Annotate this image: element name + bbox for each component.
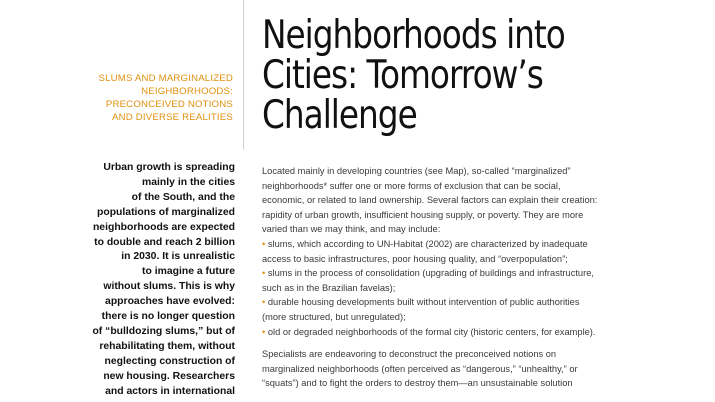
title-line-1: Neighborhoods into — [262, 13, 565, 58]
sidebar-summary — [85, 161, 235, 400]
body-paragraph-line: marginalized neighborhoods (often perceived as “dangerous,” “unhealthy,” or — [262, 363, 578, 374]
paragraph-gap — [262, 339, 702, 347]
bullet-icon: • — [262, 268, 266, 279]
bullet-item-continued: (more structured, but unregulated); — [262, 311, 406, 322]
article-title — [262, 0, 702, 136]
sidebar-line: approaches have evolved: — [105, 296, 235, 308]
sidebar-line: populations of marginalized — [97, 206, 235, 218]
bullet-item-continued: such as in the Brazilian favelas); — [262, 282, 396, 293]
bullet-item — [262, 295, 702, 310]
bullet-text: slums, which according to UN-Habitat (2002) are characterized by inadequate — [267, 238, 588, 249]
section-label-line: SLUMS AND MARGINALIZED — [98, 73, 233, 84]
column-divider — [243, 0, 244, 150]
section-label-line: PRECONCEIVED NOTIONS — [105, 99, 233, 110]
section-label-line: NEIGHBORHOODS: — [141, 86, 233, 97]
section-label-line: AND DIVERSE REALITIES — [112, 112, 233, 123]
bullet-icon: • — [262, 326, 266, 337]
body-paragraph-line: varied than we may think, and may include: — [262, 224, 441, 235]
body-paragraph-line: Located mainly in developing countries (see Map), so-called “marginalized” — [262, 166, 571, 176]
section-label — [95, 72, 233, 124]
sidebar-line: Urban growth is spreading — [103, 162, 235, 173]
sidebar-line: mainly in the cities — [142, 176, 235, 188]
sidebar-line: there is no longer question — [101, 311, 235, 323]
sidebar-line: of the South, and the — [131, 191, 235, 203]
bullet-item — [262, 237, 702, 252]
sidebar-line: of “bulldozing slums,” but of — [92, 325, 235, 337]
sidebar-line: neighborhoods are expected — [92, 221, 235, 233]
bullet-item — [262, 266, 702, 281]
body-text — [262, 164, 702, 391]
body-paragraph-line: economic, or related to land ownership. Several factors can explain their creation: — [262, 195, 598, 206]
sidebar-line: rehabilitating them, without — [99, 340, 235, 352]
bullet-item — [262, 325, 702, 340]
sidebar-line: in 2030. It is unrealistic — [121, 251, 235, 263]
body-paragraph-line: neighborhoods* suffer one or more forms of exclusion that can be social, — [262, 180, 561, 191]
body-paragraph-line: rapidity of urban growth, insufficient housing supply, or poverty. They are more — [262, 209, 584, 220]
body-paragraph-line: Specialists are endeavoring to deconstruct the preconceived notions on — [262, 349, 557, 360]
sidebar-line: neglecting construction of — [104, 355, 235, 367]
title-line-3: Challenge — [262, 93, 417, 138]
bullet-text: durable housing developments built without intervention of public authorities — [267, 297, 580, 308]
title-line-2: Cities: Tomorrow’s — [262, 53, 543, 98]
sidebar-line: and actors in international — [105, 385, 235, 397]
sidebar-line: to double and reach 2 billion — [94, 236, 235, 248]
bullet-item-continued: access to basic infrastructures, poor housing quality, and “overpopulation”; — [262, 253, 568, 264]
sidebar-line: to imagine a future — [142, 266, 235, 278]
bullet-icon: • — [262, 238, 266, 249]
body-paragraph-line: “squats”) and to fight the orders to destroy them—an unsustainable solution — [262, 378, 573, 389]
bullet-text: slums in the process of consolidation (upgrading of buildings and infrastructure, — [267, 268, 594, 279]
bullet-text: old or degraded neighborhoods of the formal city (historic centers, for example). — [267, 326, 596, 337]
sidebar-line: without slums. This is why — [103, 281, 235, 293]
sidebar-line: new housing. Researchers — [103, 370, 235, 382]
bullet-icon: • — [262, 297, 266, 308]
